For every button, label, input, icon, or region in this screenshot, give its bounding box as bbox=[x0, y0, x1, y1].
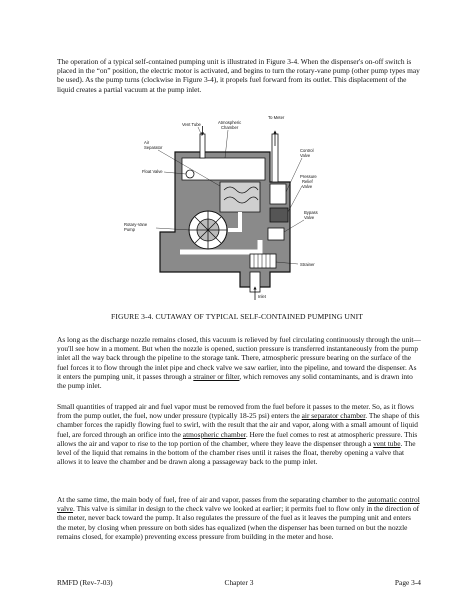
label-air-separator-2: Separator bbox=[144, 145, 163, 150]
label-atmospheric-chamber: Atmospheric bbox=[218, 120, 242, 125]
p3-text-a: Small quantities of trapped air and fuel vapor must be removed from the fuel before it passes to the meter. So, as it flows from the pump outlet, the fuel, now under pressure (typically 18-25 psi) enters the bbox=[57, 402, 414, 421]
bypass-valve bbox=[268, 228, 284, 240]
paragraph-vacuum bbox=[57, 335, 421, 390]
label-bypass-valve: Bypass bbox=[304, 210, 318, 215]
term-strainer-or-filter: strainer or filter bbox=[193, 371, 240, 381]
p2-text-b: , which removes any solid contaminants, and is drawn into the pump inlet. bbox=[57, 371, 413, 391]
p3-text-b: . The shape of this chamber forces the rapidly flowing fuel to swirl, with the result that the air and vapor, along with a small amount of liquid fuel, are forced through an orifice into the bbox=[57, 411, 420, 439]
label-pressure-relief-valve: Pressure bbox=[300, 174, 317, 179]
label-control-valve-2: Valve bbox=[300, 153, 311, 158]
label-rotary-vane-pump: Rotary-Vane bbox=[124, 222, 148, 227]
p3-text-c: . Here the fuel comes to rest at atmospheric pressure. This allows the air and vapor to rise to the top portion of the chamber, where they leave the dispenser through a bbox=[57, 429, 418, 448]
label-pressure-relief-valve-2: Relief bbox=[302, 179, 313, 184]
p3-text-d: . The level of the liquid that remains in the bottom of the chamber rises until it raises the float, thereby opening a valve that allows it to leave the chamber and be drawn along a passageway back to the pump inlet. bbox=[57, 438, 416, 467]
label-atmospheric-chamber-2: Chamber bbox=[221, 125, 239, 130]
term-air-separator-chamber: air separator chamber bbox=[301, 411, 366, 421]
vent-tube bbox=[200, 134, 205, 158]
label-vent-tube: Vent Tube bbox=[182, 122, 201, 127]
term-automatic-control-valve: automatic control valve bbox=[57, 495, 420, 514]
term-vent-tube: vent tube bbox=[373, 438, 401, 448]
paragraph-control-valve bbox=[57, 495, 421, 541]
paragraph-air-separation bbox=[57, 402, 421, 466]
label-strainer: Strainer bbox=[300, 262, 315, 267]
paragraph-intro: The operation of a typical self-contained pumping unit is illustrated in Figure 3-4. When the dispenser's on-off switch is placed in the “on” position, the electric motor is activated, and begins to turn the rotary-vane pump (other pump types may be used). As the pump turns (clockwise in Figure 3-4), it propels fuel forward from its outlet. This displacement of the liquid creates a partial vacuum at the pump inlet. bbox=[57, 57, 420, 94]
label-pressure-relief-valve-3: Valve bbox=[302, 184, 313, 189]
label-air-separator: Air bbox=[144, 140, 150, 145]
float-valve bbox=[186, 170, 194, 178]
figure-caption: FIGURE 3-4. CUTAWAY OF TYPICAL SELF-CONTAINED PUMPING UNIT bbox=[111, 312, 363, 321]
label-rotary-vane-pump-2: Pump bbox=[124, 227, 135, 232]
term-atmospheric-chamber: atmospheric chamber bbox=[182, 429, 246, 439]
label-inlet: Inlet bbox=[258, 294, 266, 299]
label-control-valve: Control bbox=[300, 148, 314, 153]
pressure-relief-valve bbox=[270, 208, 288, 222]
footer-page-number: Page 3-4 bbox=[394, 578, 421, 587]
footer-chapter: Chapter 3 bbox=[224, 578, 254, 587]
label-to-meter: To Meter bbox=[268, 115, 285, 120]
pumping-unit-cutaway-figure bbox=[120, 112, 360, 302]
p2-text-a: As long as the discharge nozzle remains closed, this vacuum is relieved by fuel circulating continuously through the unit—you'll see how in a moment. But when the nozzle is opened, suction pressure is transferred instantaneously from the pump inlet all the way back through the pipeline to the storage tank. There, atmospheric pressure bearing on the surface of the fuel forces it to flow through the inlet pipe and check valve we saw earlier, into the pipeline, and toward the dispenser. As it enters the pumping unit, it passes through a bbox=[57, 335, 421, 381]
p4-text-b: . This valve is similar in design to the check valve we looked at earlier; it permits fuel to flow only in the direction of the meter, never back toward the pump. It also regulates the pressure of the fuel as it leaves the pumping unit and enters the meter, by closing when pressure on both sides has equalized (when the dispenser has been turned on but the nozzle remains closed, for example) preventing excess pressure from building in the meter and hose. bbox=[57, 504, 420, 541]
label-bypass-valve-2: Valve bbox=[304, 215, 315, 220]
atmospheric-chamber bbox=[182, 158, 265, 180]
label-float-valve: Float Valve bbox=[142, 169, 163, 174]
p4-text-a: At the same time, the main body of fuel, free of air and vapor, passes from the separating chamber to the bbox=[57, 495, 368, 504]
footer-document-id: RMFD (Rev-7-03) bbox=[57, 578, 113, 587]
control-valve bbox=[270, 184, 286, 204]
